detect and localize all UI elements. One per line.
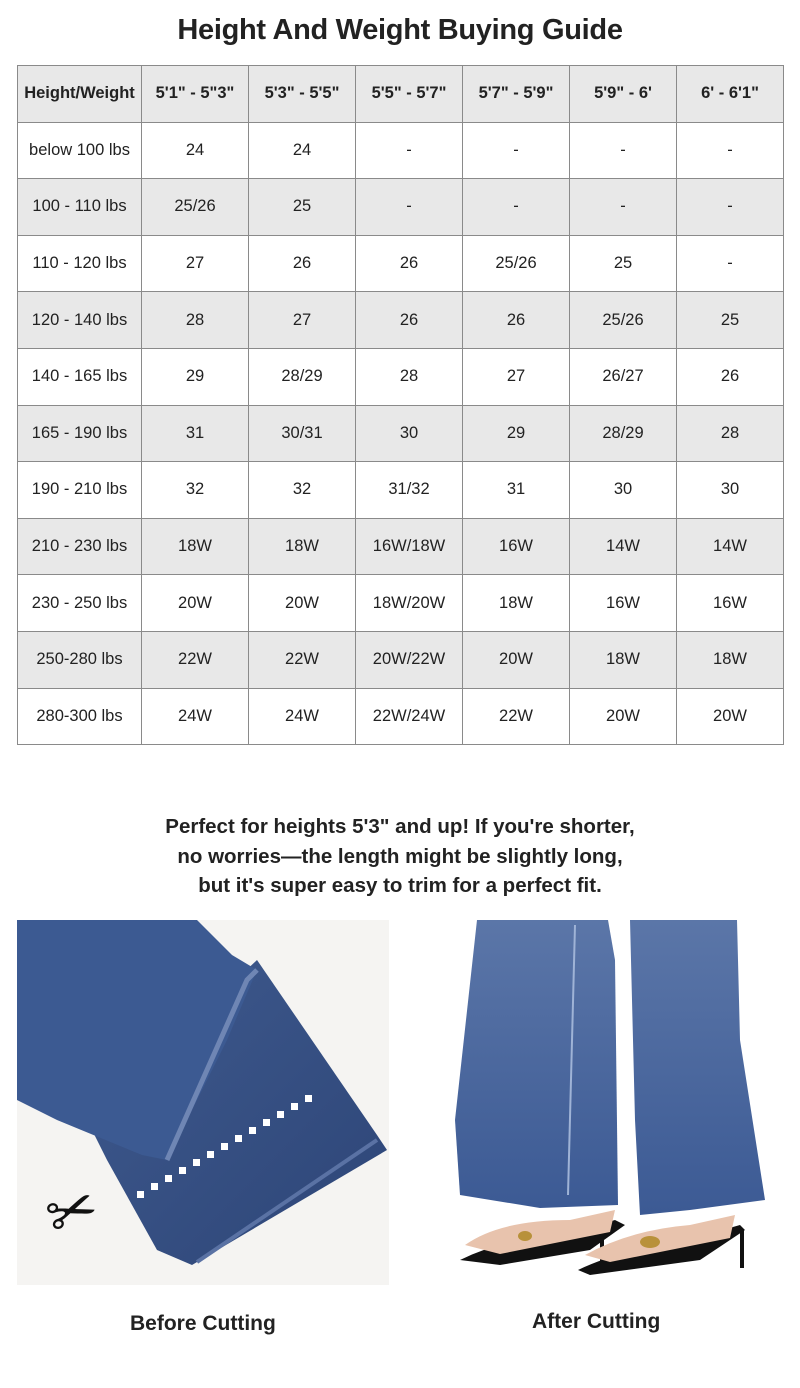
trim-note-line: no worries—the length might be slightly long,: [177, 844, 623, 868]
table-row: [18, 575, 784, 632]
size-cell: 26: [356, 292, 463, 349]
size-cell: -: [463, 179, 570, 236]
size-cell: 14W: [677, 518, 784, 575]
table-row: [18, 405, 784, 462]
size-cell: 18W: [677, 631, 784, 688]
table-row: [18, 235, 784, 292]
size-cell: 29: [463, 405, 570, 462]
table-row: [18, 688, 784, 745]
size-cell: 27: [463, 348, 570, 405]
trim-note-line: but it's super easy to trim for a perfect fit.: [198, 874, 602, 897]
header-cell: 5'1" - 5"3": [142, 66, 249, 123]
size-cell: 25/26: [570, 292, 677, 349]
size-cell: 24: [142, 122, 249, 179]
size-cell: 20W: [249, 575, 356, 632]
weight-range-cell: 280-300 lbs: [18, 688, 142, 745]
size-cell: 25/26: [142, 179, 249, 236]
size-cell: -: [677, 179, 784, 236]
table-row: [18, 348, 784, 405]
size-guide-table: [17, 65, 784, 745]
size-cell: 18W: [249, 518, 356, 575]
size-cell: -: [570, 122, 677, 179]
size-cell: 22W: [249, 631, 356, 688]
size-cell: 26/27: [570, 348, 677, 405]
table-row: [18, 518, 784, 575]
table-row: [18, 179, 784, 236]
size-cell: 24W: [142, 688, 249, 745]
header-cell: 5'7" - 5'9": [463, 66, 570, 123]
size-cell: -: [677, 235, 784, 292]
before-cutting-image: [17, 920, 389, 1285]
size-cell: 26: [677, 348, 784, 405]
size-cell: 28/29: [249, 348, 356, 405]
size-cell: 18W: [463, 575, 570, 632]
size-cell: 22W/24W: [356, 688, 463, 745]
size-cell: 28: [356, 348, 463, 405]
trim-note-line: Perfect for heights 5'3" and up! If you're shorter,: [165, 815, 635, 838]
page-title: Height And Weight Buying Guide: [177, 14, 623, 46]
header-cell: 6' - 6'1": [677, 66, 784, 123]
size-cell: 32: [142, 462, 249, 519]
size-cell: 26: [356, 235, 463, 292]
size-cell: 18W/20W: [356, 575, 463, 632]
size-cell: 25: [249, 179, 356, 236]
size-cell: 16W/18W: [356, 518, 463, 575]
size-cell: 20W: [570, 688, 677, 745]
size-cell: 31: [142, 405, 249, 462]
header-cell: 5'9" - 6': [570, 66, 677, 123]
table-row: [18, 631, 784, 688]
size-cell: 22W: [463, 688, 570, 745]
weight-range-cell: 120 - 140 lbs: [18, 292, 142, 349]
size-cell: 26: [249, 235, 356, 292]
weight-range-cell: 250-280 lbs: [18, 631, 142, 688]
weight-range-cell: 100 - 110 lbs: [18, 179, 142, 236]
weight-range-cell: 110 - 120 lbs: [18, 235, 142, 292]
header-cell-height-weight: Height/Weight: [18, 66, 142, 123]
size-cell: 28: [142, 292, 249, 349]
size-cell: 30: [677, 462, 784, 519]
size-cell: 30: [570, 462, 677, 519]
header-cell: 5'3" - 5'5": [249, 66, 356, 123]
size-cell: 16W: [570, 575, 677, 632]
size-cell: 24: [249, 122, 356, 179]
size-cell: 18W: [570, 631, 677, 688]
size-cell: 18W: [142, 518, 249, 575]
size-cell: 30/31: [249, 405, 356, 462]
after-cutting-caption: After Cutting: [532, 1310, 661, 1333]
size-cell: 24W: [249, 688, 356, 745]
size-cell: 30: [356, 405, 463, 462]
size-cell: 20W: [677, 688, 784, 745]
size-cell: 20W/22W: [356, 631, 463, 688]
size-cell: 25/26: [463, 235, 570, 292]
size-cell: 31: [463, 462, 570, 519]
size-cell: -: [356, 179, 463, 236]
size-cell: 20W: [142, 575, 249, 632]
header-cell: 5'5" - 5'7": [356, 66, 463, 123]
size-cell: -: [570, 179, 677, 236]
size-cell: 16W: [677, 575, 784, 632]
size-cell: 20W: [463, 631, 570, 688]
size-cell: -: [356, 122, 463, 179]
weight-range-cell: 165 - 190 lbs: [18, 405, 142, 462]
size-cell: -: [463, 122, 570, 179]
table-header-row: [18, 66, 784, 123]
weight-range-cell: below 100 lbs: [18, 122, 142, 179]
before-cutting-caption: Before Cutting: [130, 1312, 276, 1335]
size-cell: -: [677, 122, 784, 179]
size-cell: 27: [249, 292, 356, 349]
table-row: [18, 292, 784, 349]
size-cell: 14W: [570, 518, 677, 575]
size-cell: 27: [142, 235, 249, 292]
size-cell: 25: [570, 235, 677, 292]
size-cell: 26: [463, 292, 570, 349]
size-cell: 22W: [142, 631, 249, 688]
table-row: [18, 462, 784, 519]
scissors-icon: ✂: [36, 1171, 108, 1252]
weight-range-cell: 230 - 250 lbs: [18, 575, 142, 632]
weight-range-cell: 140 - 165 lbs: [18, 348, 142, 405]
size-cell: 28: [677, 405, 784, 462]
size-cell: 32: [249, 462, 356, 519]
size-cell: 16W: [463, 518, 570, 575]
weight-range-cell: 210 - 230 lbs: [18, 518, 142, 575]
size-cell: 31/32: [356, 462, 463, 519]
table-row: [18, 122, 784, 179]
after-cutting-image: [440, 920, 800, 1285]
size-cell: 29: [142, 348, 249, 405]
size-cell: 28/29: [570, 405, 677, 462]
trim-note: [0, 812, 800, 901]
size-cell: 25: [677, 292, 784, 349]
weight-range-cell: 190 - 210 lbs: [18, 462, 142, 519]
